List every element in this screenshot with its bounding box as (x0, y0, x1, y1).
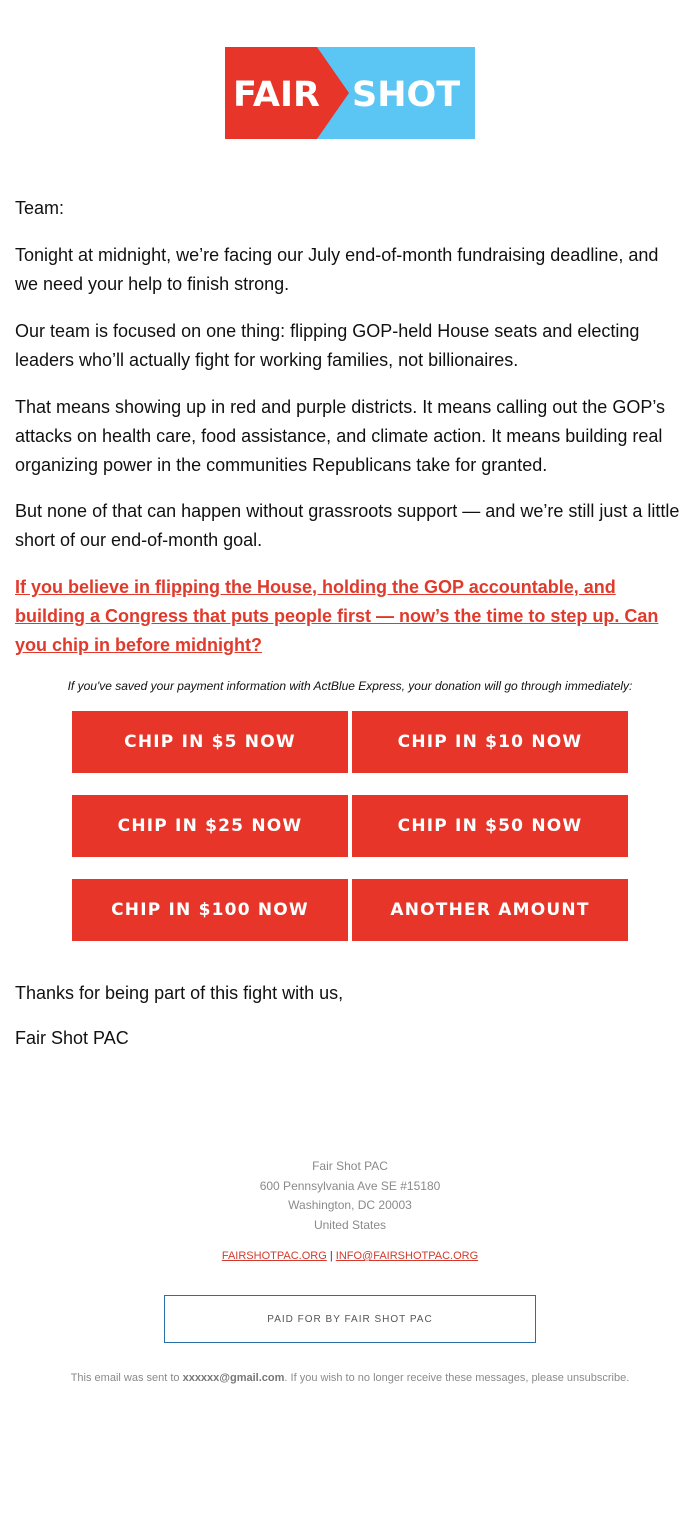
fair-shot-logo-graphic (225, 47, 475, 139)
paragraph-districts: That means showing up in red and purple districts. It means calling out the GOP’s attacks on health care, food assistance, and climate action. It means building real organizing power in the communities Republicans take for granted. (15, 397, 666, 475)
chip-in-25-button[interactable]: CHIP IN $25 NOW (72, 795, 348, 857)
email-disclaimer (0, 1372, 700, 1384)
paragraph-deadline: Tonight at midnight, we’re facing our July end-of-month fundraising deadline, and we need your help to finish strong. (15, 245, 659, 294)
paragraph-support: But none of that can happen without grassroots support — and we’re still just a little short of our end-of-month goal. (15, 501, 680, 550)
chip-in-5-button[interactable]: CHIP IN $5 NOW (72, 711, 348, 773)
logo-left-word: FAIR (233, 75, 320, 115)
paid-for-disclaimer (164, 1295, 536, 1343)
logo-right-word: SHOT (352, 75, 461, 115)
footer-street: 600 Pennsylvania Ave SE #15180 (259, 1178, 441, 1193)
donate-cta-link[interactable]: If you believe in flipping the House, holding the GOP accountable, and building a Congress that puts people first — now’s the time to step up. Can you chip in before midnight? (15, 577, 659, 655)
actblue-express-note: If you've saved your payment information with ActBlue Express, your donation will go through immediately: (67, 679, 633, 693)
footer-link-separator: | (329, 1250, 333, 1262)
footer-org: Fair Shot PAC (312, 1159, 388, 1173)
chip-in-10-button[interactable]: CHIP IN $10 NOW (352, 711, 628, 773)
signature: Fair Shot PAC (15, 1028, 129, 1048)
disclaimer-pre: This email was sent to (70, 1372, 183, 1384)
recipient-email: xxxxxx@gmail.com (182, 1372, 285, 1384)
paid-for-text: PAID FOR BY FAIR SHOT PAC (267, 1313, 433, 1325)
email-link[interactable]: INFO@FAIRSHOTPAC.ORG (335, 1250, 479, 1262)
footer-links (0, 1250, 700, 1262)
disclaimer-post: . If you wish to no longer receive these messages, please unsubscribe. (284, 1372, 630, 1384)
fair-shot-logo (225, 47, 475, 139)
greeting: Team: (15, 198, 65, 218)
paragraph-focus: Our team is focused on one thing: flipping GOP-held House seats and electing leaders who’ll actually fight for working families, not billionaires. (15, 321, 640, 370)
chip-in-50-button[interactable]: CHIP IN $50 NOW (352, 795, 628, 857)
another-amount-button[interactable]: ANOTHER AMOUNT (352, 879, 628, 941)
chip-in-100-button[interactable]: CHIP IN $100 NOW (72, 879, 348, 941)
footer-address (0, 1157, 700, 1235)
footer-country: United States (313, 1217, 387, 1232)
footer-city: Washington, DC 20003 (288, 1198, 412, 1212)
website-link[interactable]: FAIRSHOTPAC.ORG (221, 1250, 327, 1262)
closing-line: Thanks for being part of this fight with us, (15, 983, 344, 1003)
